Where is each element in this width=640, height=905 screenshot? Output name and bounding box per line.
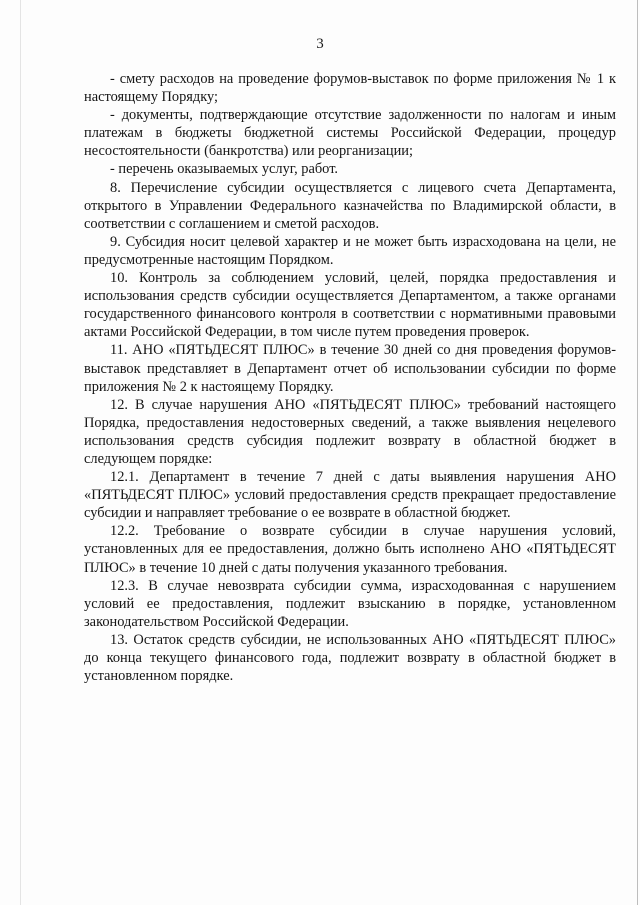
paragraph-clause-12-1: 12.1. Департамент в течение 7 дней с даты выявления нарушения АНО «ПЯТЬДЕСЯТ ПЛЮС» условий предоставления средств прекращает предоставление субсидии и направляет требование о ее возврате в областной бюджет. bbox=[84, 469, 616, 522]
paragraph-clause-12-2: 12.2. Требование о возврате субсидии в случае нарушения условий, установленных для ее предоставления, должно быть исполнено АНО «ПЯТЬДЕСЯТ ПЛЮС» в течение 10 дней с даты получения указанного требования. bbox=[84, 523, 616, 576]
paragraph-clause-11: 11. АНО «ПЯТЬДЕСЯТ ПЛЮС» в течение 30 дней со дня проведения форумов-выставок представляет в Департамент отчет об использовании субсидии по форме приложения № 2 к настоящему Порядку. bbox=[84, 342, 616, 395]
paragraph-estimate: - смету расходов на проведение форумов-выставок по форме приложения № 1 к настоящему Порядку; bbox=[84, 71, 616, 106]
paragraph-clause-8: 8. Перечисление субсидии осуществляется с лицевого счета Департамента, открытого в Управлении Федерального казначейства по Владимирской области, в соответствии с соглашением и сметой расходов. bbox=[84, 179, 616, 232]
paragraph-tax-documents: - документы, подтверждающие отсутствие задолженности по налогам и иным платежам в бюджеты бюджетной системы Российской Федерации, процедур несостоятельности (банкротства) или реорганизации; bbox=[84, 107, 616, 160]
paragraph-clause-12-3: 12.3. В случае невозврата субсидии сумма, израсходованная с нарушением условий ее предоставления, подлежит взысканию в порядке, установленном законодательством Российской Федерации. bbox=[84, 577, 616, 630]
scan-edge-right bbox=[637, 0, 638, 905]
document-body bbox=[84, 70, 616, 685]
page-number: 3 bbox=[316, 36, 324, 52]
paragraph-clause-13: 13. Остаток средств субсидии, не использованных АНО «ПЯТЬДЕСЯТ ПЛЮС» до конца текущего финансового года, подлежит возврату в областной бюджет в установленном порядке. bbox=[84, 631, 616, 685]
paragraph-services-list: - перечень оказываемых услуг, работ. bbox=[110, 161, 338, 178]
paragraph-clause-9: 9. Субсидия носит целевой характер и не может быть израсходована на цели, не предусмотренные настоящим Порядком. bbox=[84, 233, 616, 268]
scan-edge-left bbox=[20, 0, 21, 905]
paragraph-clause-10: 10. Контроль за соблюдением условий, целей, порядка предоставления и использования средств субсидии осуществляется Департаментом, а также органами государственного финансового контроля в соответствии с нормативными правовыми актами Российской Федерации, в том числе путем проведения проверок. bbox=[84, 270, 616, 341]
paragraph-clause-12: 12. В случае нарушения АНО «ПЯТЬДЕСЯТ ПЛЮС» требований настоящего Порядка, предоставления недостоверных сведений, а также выявления нецелевого использования средств субсидия подлежит возврату в областной бюджет в следующем порядке: bbox=[84, 396, 616, 467]
